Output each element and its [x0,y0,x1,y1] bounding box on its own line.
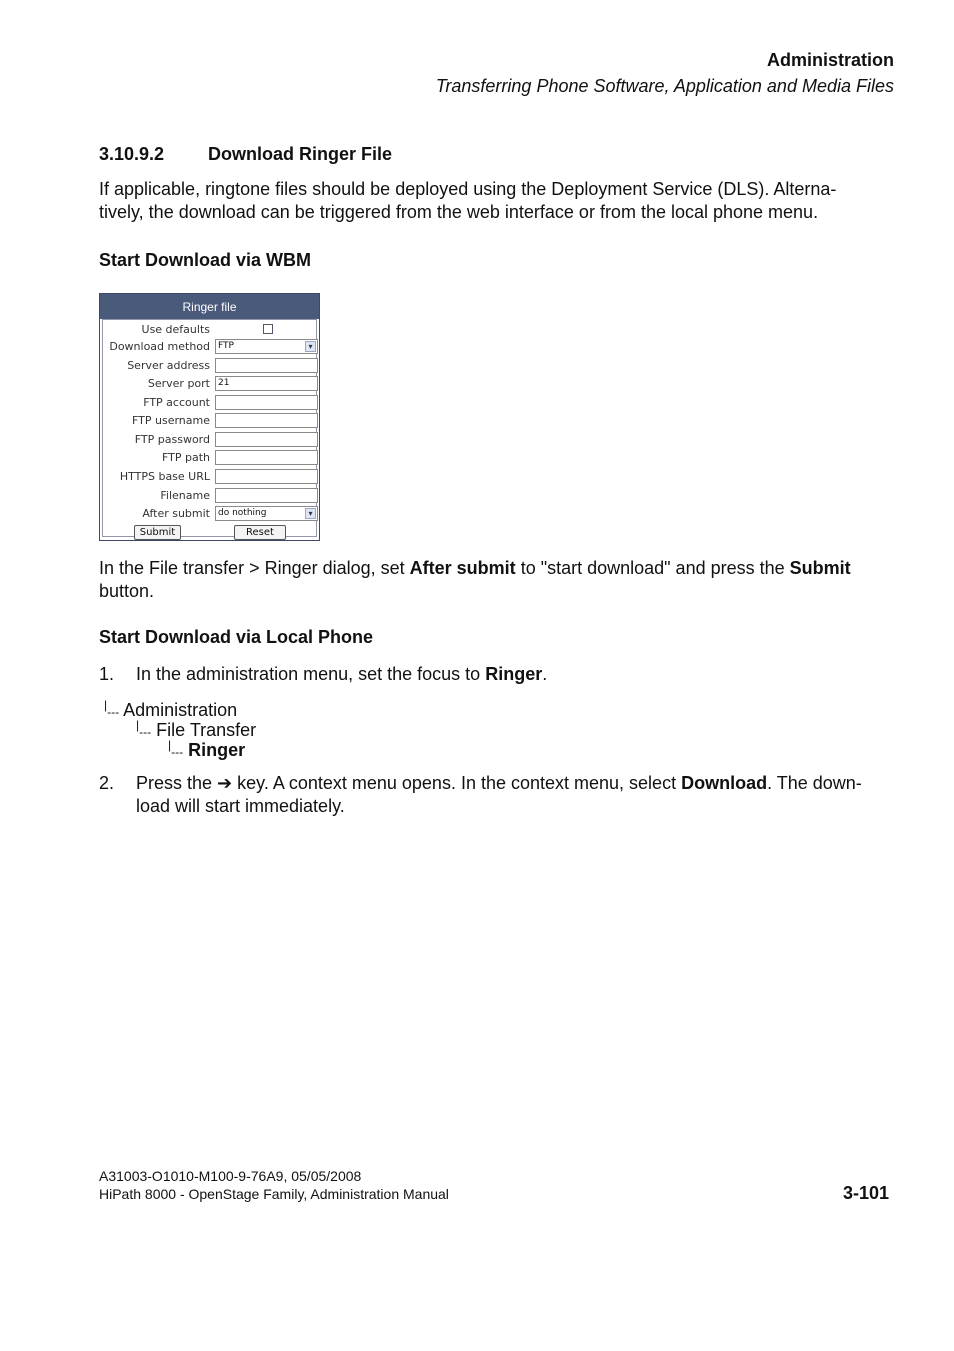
use-defaults-row [103,322,316,340]
tree-marker: | [104,698,108,712]
wbm-desc-bold-1: After submit [409,558,516,578]
wbm-desc-text-2: to "start download" and press the [515,558,790,578]
intro-paragraph [99,178,899,224]
local-heading: Start Download via Local Phone [99,627,374,647]
footer-doc-id: A31003-O1010-M100-9-76A9, 05/05/2008 [99,1168,362,1184]
step-1-number: 1. [99,664,115,684]
ftp-path-label: FTP path [162,451,210,464]
ftp-password-row [103,432,316,450]
form-body [102,319,317,537]
tree-dash: --- [139,725,152,739]
after-submit-row [103,506,316,524]
filename-label: Filename [160,489,210,502]
section-title: Download Ringer File [208,144,393,164]
tree-dash: --- [171,745,184,759]
use-defaults-label: Use defaults [141,323,210,336]
tree-file-transfer: File Transfer [156,720,257,740]
step-1 [99,663,899,686]
filename-row [103,488,316,506]
tree-marker: | [136,718,140,732]
ftp-username-input[interactable] [215,413,318,428]
form-title: Ringer file [100,294,319,319]
ftp-account-input[interactable] [215,395,318,410]
step-2-text-wrap [136,772,906,818]
after-submit-value: do nothing [218,508,267,518]
menu-tree-level-3 [168,738,245,761]
wbm-desc-text-3: button. [99,581,155,601]
chevron-down-icon[interactable]: ▾ [305,341,316,352]
ftp-password-input[interactable] [215,432,318,447]
https-base-url-row [103,469,316,487]
footer-manual: HiPath 8000 - OpenStage Family, Administration Manual [99,1186,449,1202]
chevron-down-icon[interactable]: ▾ [305,508,316,519]
after-submit-label: After submit [142,507,210,520]
download-method-value: FTP [218,341,234,351]
step-1-end: . [542,664,548,684]
header-title: Administration [766,50,894,70]
step-2-line-2: load will start immediately. [136,796,345,816]
step-2-number: 2. [99,773,115,793]
wbm-description [99,557,899,603]
ftp-username-label: FTP username [132,414,210,427]
ftp-account-label: FTP account [143,396,210,409]
use-defaults-checkbox[interactable] [263,324,273,334]
server-address-label: Server address [127,359,210,372]
after-submit-select[interactable] [215,506,318,521]
ringer-file-form [99,293,320,541]
section-number: 3.10.9.2 [99,144,165,164]
step-1-text: In the administration menu, set the focus to [136,664,486,684]
tree-administration: Administration [123,700,238,720]
page-number: 3-101 [842,1183,889,1203]
submit-button[interactable]: Submit [134,525,181,540]
tree-ringer: Ringer [188,740,246,760]
step-2 [99,772,899,816]
tree-dash: --- [107,705,120,719]
reset-button[interactable]: Reset [234,525,286,540]
server-address-input[interactable] [215,358,318,373]
server-port-row [103,376,316,394]
server-port-input[interactable]: 21 [215,376,318,391]
ftp-username-row [103,413,316,431]
step-2-text-b: key. A context menu opens. In the context menu, select [232,773,682,793]
wbm-desc-bold-2: Submit [789,558,851,578]
download-method-select[interactable] [215,339,318,354]
ftp-account-row [103,395,316,413]
https-base-url-input[interactable] [215,469,318,484]
step-2-text-c: . The down- [767,773,862,793]
download-method-row [103,339,316,357]
intro-line-2: tively, the download can be triggered from the web interface or from the local phone menu. [99,202,819,222]
arrow-right-icon: ➔ [217,773,233,793]
ftp-path-input[interactable] [215,450,318,465]
step-2-bold: Download [681,773,768,793]
ftp-path-row [103,450,316,468]
download-method-label: Download method [109,340,210,353]
filename-input[interactable] [215,488,318,503]
server-address-row [103,358,316,376]
server-port-label: Server port [147,377,210,390]
wbm-heading: Start Download via WBM [99,250,312,270]
https-base-url-label: HTTPS base URL [119,470,210,483]
step-2-line-1 [136,772,906,795]
header-subtitle: Transferring Phone Software, Application and Media Files [435,76,894,96]
step-2-text-a: Press the [136,773,218,793]
wbm-desc-text-1: In the File transfer > Ringer dialog, set [99,558,410,578]
step-1-text-wrap [136,663,547,686]
wbm-description-line-1 [99,557,899,580]
ftp-password-label: FTP password [134,433,210,446]
tree-marker: | [168,738,172,752]
step-1-bold: Ringer [485,664,543,684]
intro-line-1: If applicable, ringtone files should be deployed using the Deployment Service (DLS). Alterna- [99,179,837,199]
